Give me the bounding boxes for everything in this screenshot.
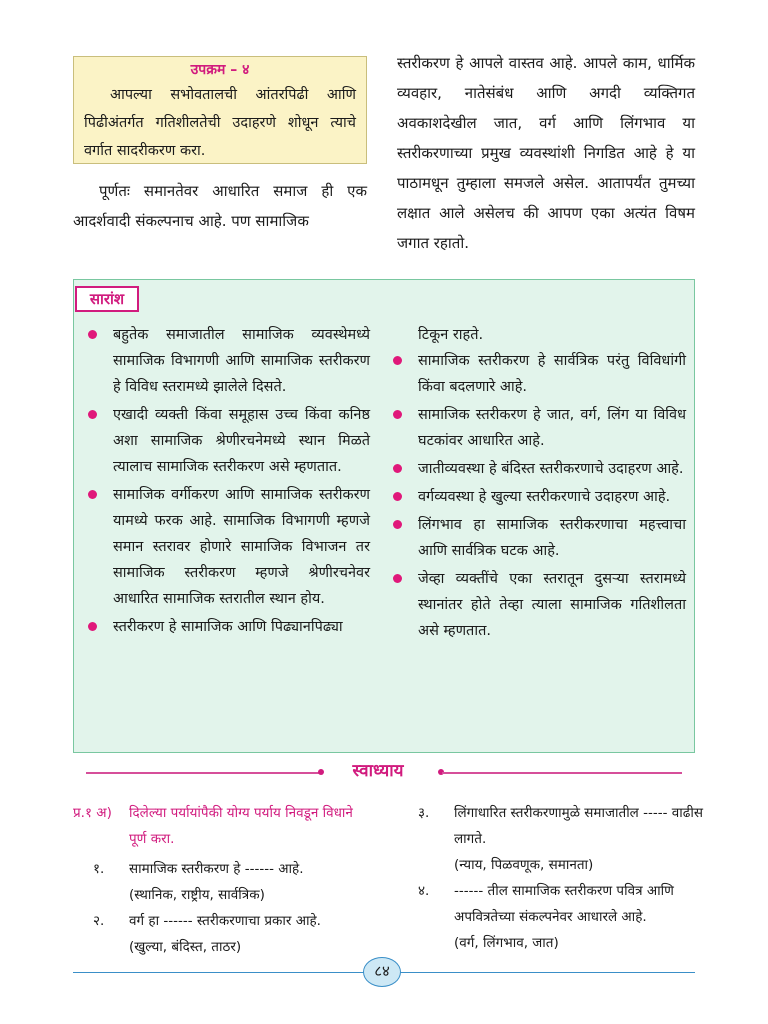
activity-text: आपल्या सभोवतालची आंतरपिढी आणि पिढीअंतर्गत गतिशीलतेची उदाहरणे शोधून त्याचे वर्गात सादरीकरण करा.: [84, 87, 356, 159]
summary-point: जातीव्यवस्था हे बंदिस्त स्तरीकरणाचे उदाहरण आहे.: [390, 456, 686, 482]
page-number: ८४: [363, 957, 401, 987]
activity-box: [73, 56, 367, 164]
summary-title: सारांश: [75, 286, 139, 312]
item-number: १.: [93, 861, 105, 877]
exercise-item: [73, 856, 373, 908]
summary-continuation: टिकून राहते.: [418, 327, 484, 343]
exercise-item: [418, 800, 708, 878]
summary-point: सामाजिक स्तरीकरण हे जात, वर्ग, लिंग या विविध घटकांवर आधारित आहे.: [390, 402, 686, 454]
bullet-icon: [393, 356, 402, 365]
exercise-left-column: [73, 800, 373, 960]
item-number: ४.: [418, 883, 430, 899]
bullet-icon: [88, 330, 97, 339]
bullet-icon: [393, 410, 402, 419]
item-text: लिंगाधारित स्तरीकरणामुळे समाजातील ----- वाढीस लागते.: [454, 805, 704, 847]
summary-right-column: [390, 322, 686, 646]
item-number: ३.: [418, 805, 430, 821]
bullet-icon: [88, 622, 97, 631]
summary-point: वर्गव्यवस्था हे खुल्या स्तरीकरणाचे उदाहरण आहे.: [390, 484, 686, 510]
item-text: वर्ग हा ------ स्तरीकरणाचा प्रकार आहे.: [129, 913, 321, 929]
exercise-right-column: [418, 800, 708, 956]
exercise-item: [418, 878, 708, 956]
item-options: (वर्ग, लिंगभाव, जात): [454, 935, 559, 951]
summary-point: सामाजिक स्तरीकरण हे सार्वत्रिक परंतु विविधांगी किंवा बदलणारे आहे.: [390, 348, 686, 400]
left-paragraph: पूर्णतः समानतेवर आधारित समाज ही एक आदर्शवादी संकल्पनाच आहे. पण सामाजिक: [73, 182, 367, 230]
summary-point: लिंगभाव हा सामाजिक स्तरीकरणाचा महत्त्वाचा आणि सार्वत्रिक घटक आहे.: [390, 512, 686, 564]
item-options: (स्थानिक, राष्ट्रीय, सार्वत्रिक): [129, 887, 265, 903]
summary-point: बहुतेक समाजातील सामाजिक व्यवस्थेमध्ये सामाजिक विभागणी आणि सामाजिक स्तरीकरण हे विविध स्तरामध्ये झालेले दिसते.: [85, 322, 370, 400]
bullet-icon: [88, 490, 97, 499]
question-header: [73, 800, 373, 852]
bullet-icon: [393, 464, 402, 473]
item-number: २.: [93, 913, 105, 929]
bullet-icon: [393, 574, 402, 583]
bullet-icon: [88, 410, 97, 419]
summary-point: एखादी व्यक्ती किंवा समूहास उच्च किंवा कनिष्ठ अशा सामाजिक श्रेणीरचनेमध्ये स्थान मिळते त्यालाच सामाजिक स्तरीकरण असे म्हणतात.: [85, 402, 370, 480]
item-text: ------ तील सामाजिक स्तरीकरण पवित्र आणि अपवित्रतेच्या संकल्पनेवर आधारले आहे.: [454, 883, 674, 925]
item-options: (न्याय, पिळवणूक, समानता): [454, 857, 594, 873]
item-text: सामाजिक स्तरीकरण हे ------ आहे.: [129, 861, 304, 877]
item-options: (खुल्या, बंदिस्त, ताठर): [129, 939, 242, 955]
heading-rule-left: [86, 772, 320, 774]
exercise-title: स्वाध्याय: [352, 761, 404, 781]
summary-point: सामाजिक वर्गीकरण आणि सामाजिक स्तरीकरण यामध्ये फरक आहे. सामाजिक विभागणी म्हणजे समान स्तरावर होणारे सामाजिक विभाजन तर सामाजिक स्तरीकरण म्हणजे श्रेणीरचनेवर आधारित सामाजिक स्तरातील स्थान होय.: [85, 482, 370, 612]
right-paragraph: स्तरीकरण हे आपले वास्तव आहे. आपले काम, धार्मिक व्यवहार, नातेसंबंध आणि अगदी व्यक्तिगत अवकाशदेखील जात, वर्ग आणि लिंगभाव या स्तरीकरणाच्या प्रमुख व्यवस्थांशी निगडित आहे हे या पाठामधून तुम्हाला समजले असेल. आतापर्यंत तुमच्या लक्षात आले असेलच की आपण एका अत्यंत विषम जगात रहातो.: [397, 54, 695, 252]
bullet-icon: [393, 492, 402, 501]
summary-point: जेव्हा व्यक्तींचे एका स्तरातून दुसऱ्या स्तरामध्ये स्थानांतर होते तेव्हा त्याला सामाजिक गतिशीलता असे म्हणतात.: [390, 566, 686, 644]
summary-point: स्तरीकरण हे सामाजिक आणि पिढ्यानपिढ्या: [85, 614, 370, 640]
exercise-item: [73, 908, 373, 960]
bullet-icon: [393, 520, 402, 529]
activity-title: उपक्रम – ४: [190, 62, 250, 78]
heading-rule-right: [442, 772, 682, 774]
question-label: प्र.१ अ): [73, 805, 112, 821]
question-text: दिलेल्या पर्यायांपैकी योग्य पर्याय निवडून विधाने पूर्ण करा.: [129, 805, 353, 847]
summary-left-column: [85, 322, 370, 642]
